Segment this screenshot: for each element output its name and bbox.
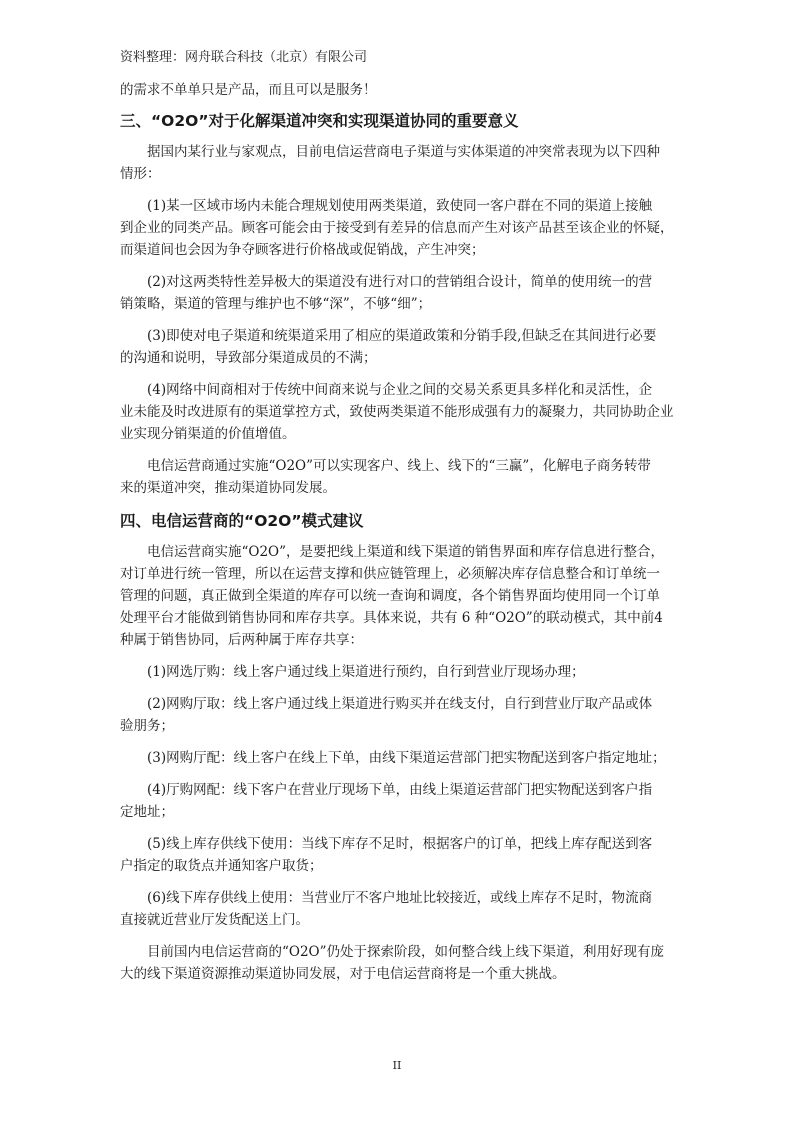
section-3-heading: 三、“O2O”对于化解渠道冲突和实现渠道协同的重要意义 <box>120 112 519 130</box>
paragraph-line: 而渠道间也会因为争夺顾客进行价格战或促销战，产生冲突； <box>120 242 485 258</box>
page-header: 资料整理：网舟联合科技（北京）有限公司 <box>120 50 368 65</box>
section-4-item-3 <box>120 747 680 769</box>
section-3-item-1 <box>120 195 680 261</box>
paragraph-line: 定地址； <box>120 804 174 820</box>
section-4-intro <box>120 541 680 651</box>
paragraph-line: (4)厅购网配：线下客户在营业厅现场下单，由线上渠道运营部门把实物配送到客户指 <box>147 782 653 798</box>
section-4-conclusion <box>120 941 680 985</box>
lead-line: 的需求不单单只是产品，而且可以是服务！ <box>120 82 377 98</box>
section-3-item-4 <box>120 379 680 445</box>
paragraph-line: (1)网选厅购：线上客户通过线上渠道进行预约，自行到营业厅现场办理； <box>147 664 585 680</box>
section-4-item-1 <box>120 661 680 683</box>
paragraph-line: 业未能及时改进原有的渠道掌控方式，致使两类渠道不能形成强有力的凝聚力，共同协助企业 <box>120 404 674 420</box>
section-4-item-5 <box>120 833 680 877</box>
paragraph-line: 目前国内电信运营商的“O2O”仍处于探索阶段，如何整合线上线下渠道，利用好现有庞 <box>147 944 665 960</box>
paragraph-line: 到企业的同类产品。顾客可能会由于接受到有差异的信息而产生对该产品甚至该企业的怀疑， <box>120 220 674 236</box>
section-4-item-2 <box>120 693 680 737</box>
paragraph-line: (3)网购厅配：线上客户在线上下单，由线下渠道运营部门把实物配送到客户指定地址； <box>147 750 666 766</box>
paragraph-line: 对订单进行统一管理，所以在运营支撑和供应链管理上，必须解决库存信息整合和订单统一 <box>120 566 660 582</box>
section-3-intro <box>120 141 680 185</box>
paragraph-line: 据国内某行业与家观点，目前电信运营商电子渠道与实体渠道的冲突常表现为以下四种 <box>147 144 660 160</box>
paragraph-line: 业实现分销渠道的价值增值。 <box>120 426 296 442</box>
section-3-item-3 <box>120 325 680 369</box>
paragraph-line: (2)网购厅取：线上客户通过线上渠道进行购买并在线支付，自行到营业厅取产品或体 <box>147 696 653 712</box>
section-3-item-2 <box>120 271 680 315</box>
page-number: II <box>392 1059 402 1072</box>
paragraph-line: (5)线上库存供线下使用：当线下库存不足时，根据客户的订单，把线上库存配送到客 <box>147 836 653 852</box>
paragraph-line: 来的渠道冲突，推动渠道协同发展。 <box>120 480 336 496</box>
paragraph-line: 处理平台才能做到销售协同和库存共享。具体来说，共有 6 种“O2O”的联动模式，其中前4 <box>120 610 663 626</box>
paragraph-line: (1)某一区域市场内未能合理规划使用两类渠道，致使同一客户群在不同的渠道上接触 <box>147 198 653 214</box>
paragraph-line: 销策略，渠道的管理与维护也不够“深”，不够“细”； <box>120 296 432 312</box>
paragraph-line: 情形： <box>120 166 161 182</box>
paragraph-line: 电信运营商实施“O2O”，是要把线上渠道和线下渠道的销售界面和库存信息进行整合， <box>147 544 665 560</box>
section-4-heading: 四、电信运营商的“O2O”模式建议 <box>120 512 364 530</box>
paragraph-line: 大的线下渠道资源推动渠道协同发展，对于电信运营商将是一个重大挑战。 <box>120 966 566 982</box>
paragraph-line: 管理的问题，真正做到全渠道的库存可以统一查询和调度，各个销售界面均使用同一个订单 <box>120 588 660 604</box>
paragraph-line: 电信运营商通过实施“O2O”可以实现客户、线上、线下的“三赢”，化解电子商务转带 <box>147 458 651 474</box>
section-3-conclusion <box>120 455 680 499</box>
paragraph-line: (6)线下库存供线上使用：当营业厅不客户地址比较接近，或线上库存不足时，物流商 <box>147 890 653 906</box>
paragraph-line: (2)对这两类特性差异极大的渠道没有进行对口的营销组合设计，简单的使用统一的营 <box>147 274 653 290</box>
paragraph-line: (4)网络中间商相对于传统中间商来说与企业之间的交易关系更具多样化和灵活性，企 <box>147 382 653 398</box>
paragraph-line: 直接就近营业厅发货配送上门。 <box>120 912 309 928</box>
section-4-item-4 <box>120 779 680 823</box>
paragraph-line: 户指定的取货点并通知客户取货； <box>120 858 323 874</box>
section-4-item-6 <box>120 887 680 931</box>
paragraph-line: 的沟通和说明，导致部分渠道成员的不满； <box>120 350 377 366</box>
paragraph-line: 种属于销售协同，后两种属于库存共享： <box>120 632 363 648</box>
paragraph-line: (3)即使对电子渠道和统渠道采用了相应的渠道政策和分销手段,但缺乏在其间进行必要 <box>147 328 657 344</box>
paragraph-line: 验朋务； <box>120 718 174 734</box>
page-content <box>120 79 680 985</box>
